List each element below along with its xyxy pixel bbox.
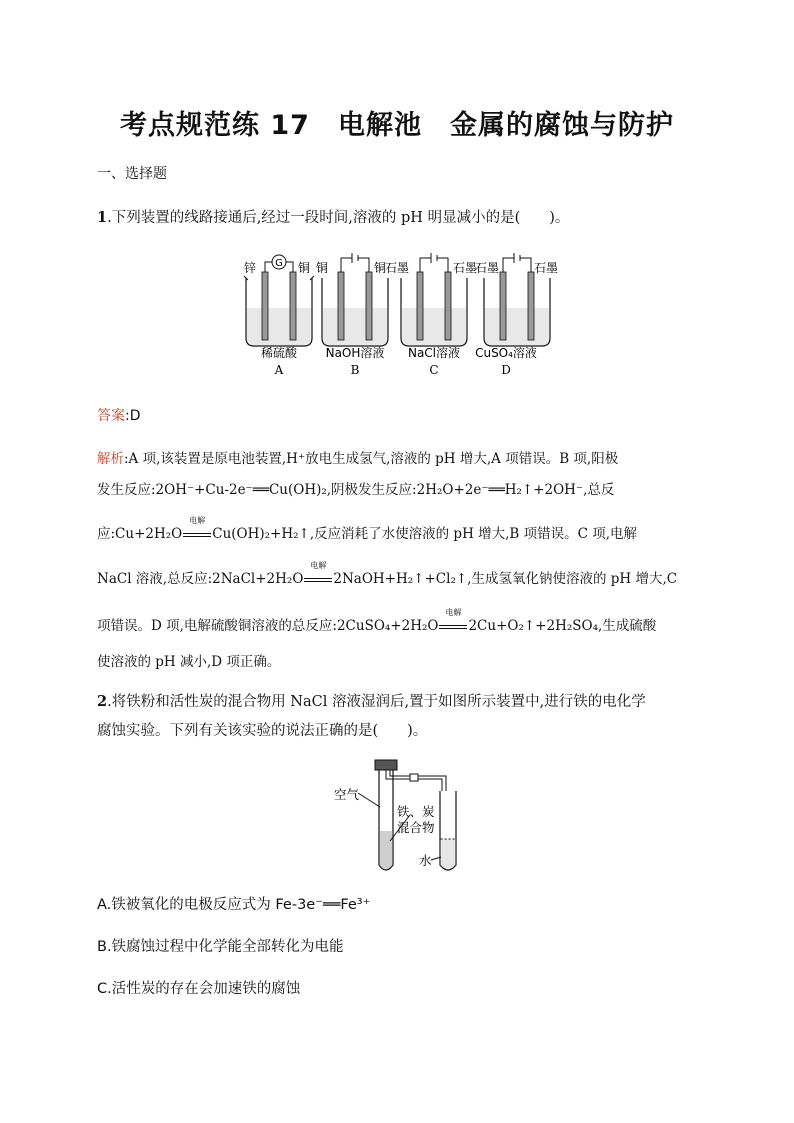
analysis-line-2: 发生反应:2OH⁻+Cu-2e⁻══Cu(OH)₂,阴极发生反应:2H₂O+2e⁻══H₂↑+2OH⁻,总反 [97,482,615,498]
electrode-right-a: 铜 [298,261,311,275]
solution-d: CuSO₄溶液 [475,346,537,360]
section-heading: 一、选择题 [97,166,167,182]
answer-label: 答案 [97,408,125,424]
electrochem-beakers-figure [240,250,560,380]
electrolysis-sign [438,608,468,634]
electrode-left-d: 石墨 [475,261,500,275]
solution-b: NaOH溶液 [325,346,385,360]
question-2-number: 2 [97,693,108,710]
electrolysis-condition: 电解 [310,561,327,570]
option-a: A.铁被氧化的电极反应式为 Fe-3e⁻══Fe³⁺ [97,897,371,913]
analysis-text-1: :A 项,该装置是原电池装置,H⁺放电生成氢气,溶液的 pH 增大,A 项错误。B 项,阳极 [124,451,619,467]
mixture-fill [380,831,393,869]
analysis-line-3 [97,516,638,542]
analysis-line-1 [97,447,618,467]
analysis-text-5b: 2Cu+O₂↑+2H₂SO₄,生成硫酸 [468,618,657,634]
beaker-b [316,253,388,377]
beaker-a [244,255,314,377]
answer-value: :D [125,408,141,424]
question-2-stem [97,690,646,711]
electrolysis-condition: 电解 [189,516,206,525]
water-label: 水 [419,853,432,868]
electrode-right-b: 铜 [374,261,387,275]
analysis-line-6: 使溶液的 pH 减小,D 项正确。 [97,654,281,670]
option-letter-d: D [501,363,511,377]
mixture-label-2: 混合物 [397,820,435,835]
corrosion-apparatus-figure [330,757,470,882]
rubber-stopper-icon [375,760,397,770]
question-2-text-1: .将铁粉和活性炭的混合物用 NaCl 溶液湿润后,置于如图所示装置中,进行铁的电化学 [107,694,646,710]
beaker-c [385,253,477,377]
question-1-answer [97,405,141,425]
beaker-d [475,253,558,377]
option-b: B.铁腐蚀过程中化学能全部转化为电能 [97,939,344,955]
question-1-number: 1 [97,209,108,226]
analysis-line-4 [97,561,678,587]
solution-a: 稀硫酸 [260,346,298,360]
question-1-stem [97,206,569,227]
electrode-right-d: 石墨 [534,261,559,275]
electrolysis-sign [303,561,333,587]
analysis-text-3b: Cu(OH)₂+H₂↑,反应消耗了水使溶液的 pH 增大,B 项错误。C 项,电解 [212,526,638,542]
air-label: 空气 [334,787,360,802]
analysis-label: 解析 [97,451,124,467]
analysis-line-5 [97,608,657,634]
electrolysis-sign [182,516,212,542]
analysis-text-5a: 项错误。D 项,电解硫酸铜溶液的总反应:2CuSO₄+2H₂O [97,618,439,634]
analysis-text-4a: NaCl 溶液,总反应:2NaCl+2H₂O [97,571,304,587]
question-1-text: .下列装置的线路接通后,经过一段时间,溶液的 pH 明显减小的是( )。 [107,210,570,226]
question-2-stem-line-2: 腐蚀实验。下列有关该实验的说法正确的是( )。 [97,723,428,739]
option-c: C.活性炭的存在会加速铁的腐蚀 [97,981,301,997]
option-letter-b: B [350,363,360,377]
galvanometer-label: G [275,258,283,269]
electrolysis-condition: 电解 [445,608,462,617]
mixture-label-1: 铁、炭 [397,804,435,819]
water-fill [441,839,456,869]
page-title: 考点规范练 17 电解池 金属的腐蚀与防护 [120,110,674,141]
electrode-left-c: 石墨 [385,261,410,275]
electrode-left-b: 铜 [316,261,329,275]
solution-c: NaCl溶液 [407,346,461,360]
analysis-text-3a: 应:Cu+2H₂O [97,526,183,542]
analysis-text-4b: 2NaOH+H₂↑+Cl₂↑,生成氢氧化钠使溶液的 pH 增大,C [333,571,678,587]
option-letter-a: A [274,363,284,377]
option-letter-c: C [429,363,439,377]
electrode-left-a: 锌 [244,261,257,275]
electrode-right-c: 石墨 [453,261,478,275]
